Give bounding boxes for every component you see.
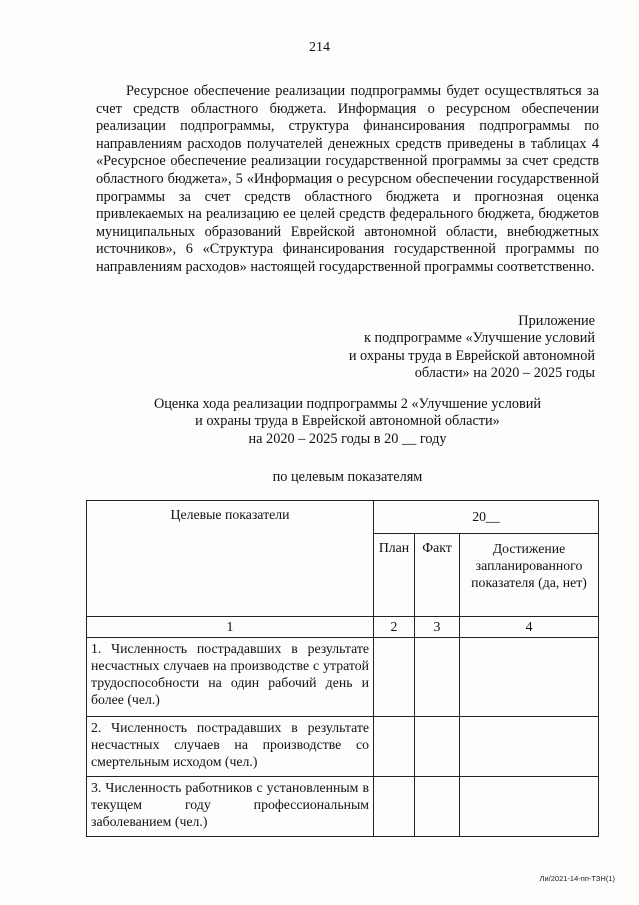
fact-cell: [415, 638, 460, 717]
title-line-2: и охраны труда в Еврейской автономной области»: [195, 413, 500, 430]
indicator-cell: 1. Численность пострадавших в результате несчастных случаев на производстве с утратой трудоспособности на один рабочий день и более (чел.): [87, 638, 374, 717]
indicators-table: [86, 500, 599, 837]
plan-cell: [374, 777, 415, 837]
title-line-1: Оценка хода реализации подпрограммы 2 «Улучшение условий: [153, 396, 542, 412]
column-number-row: [87, 617, 599, 638]
plan-cell: [374, 638, 415, 717]
page-number: 214: [309, 40, 330, 55]
appendix-line-3: и охраны труда в Еврейской автономной: [348, 347, 595, 364]
table-row: [87, 717, 599, 777]
header-plan: План: [374, 534, 415, 617]
fact-cell: [415, 777, 460, 837]
achievement-cell: [460, 777, 599, 837]
plan-cell: [374, 717, 415, 777]
appendix-block: [295, 313, 595, 383]
table-row: [87, 777, 599, 837]
fact-cell: [415, 717, 460, 777]
appendix-line-2: к подпрограмме «Улучшение условий: [363, 330, 595, 347]
header-indicators: Целевые показатели: [87, 501, 374, 617]
table-header-row: [87, 501, 599, 534]
appendix-line-4: области» на 2020 – 2025 годы: [414, 365, 595, 382]
table-row: [87, 638, 599, 717]
achievement-cell: [460, 638, 599, 717]
document-title: [96, 396, 599, 448]
appendix-line-1: Приложение: [518, 313, 595, 329]
column-number-4: 4: [460, 617, 599, 638]
header-fact: Факт: [415, 534, 460, 617]
table-subtitle: по целевым показателям: [272, 469, 423, 485]
footer-code: Ли/2021-14-пп-ТЗН(1): [539, 874, 615, 883]
indicator-cell: 3. Численность работников с установленным в текущем году профессиональным заболеванием (чел.): [87, 777, 374, 837]
column-number-2: 2: [374, 617, 415, 638]
title-line-3: на 2020 – 2025 годы в 20 __ году: [248, 430, 447, 447]
header-year: 20__: [374, 501, 599, 534]
column-number-3: 3: [415, 617, 460, 638]
indicator-cell: 2. Численность пострадавших в результате несчастных случаев на производстве со смертельным исходом (чел.): [87, 717, 374, 777]
body-paragraph: Ресурсное обеспечение реализации подпрограммы будет осуществляться за счет средств областного бюджета. Информация о ресурсном обеспечении реализации подпрограммы, структура финансирования подпрограммы по направлениям расходов получателей денежных средств приведены в таблицах 4 «Ресурсное обеспечение реализации государственной программы за счет средств областного бюджета», 5 «Информация о ресурсном обеспечении государственной программы за счет средств областного бюджета и прогнозная оценка привлекаемых на реализацию ее целей средств федерального бюджета, бюджетов муниципальных образований Еврейской автономной области, внебюджетных источников», 6 «Структура финансирования государственной программы по направлениям расходов» настоящей государственной программы соответственно.: [96, 83, 599, 275]
achievement-cell: [460, 717, 599, 777]
header-achievement: Достижение запланированного показателя (да, нет): [460, 534, 599, 617]
column-number-1: 1: [87, 617, 374, 638]
